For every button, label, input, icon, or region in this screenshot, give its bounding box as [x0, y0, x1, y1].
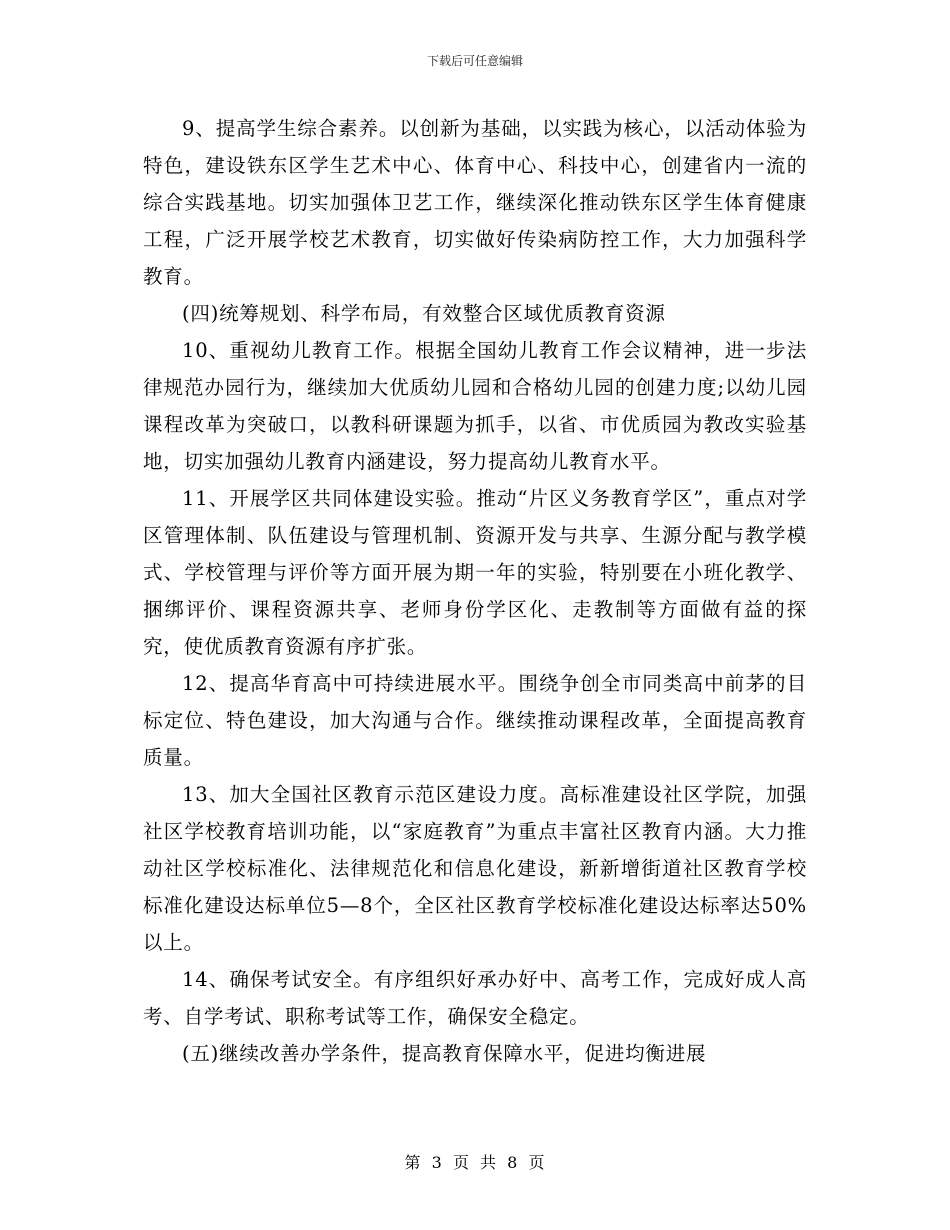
total-page-number: 8 [507, 1153, 519, 1172]
paragraph-item-13: 13、加大全国社区教育示范区建设力度。高标准建设社区学院，加强社区学校教育培训功能，以“家庭教育”为重点丰富社区教育内涵。大力推动社区学校标准化、法律规范化和信息化建设，新新增街道社区教育学校标准化建设达标单位5—8个，全区社区教育学校标准化建设达标率达50%以上。 [143, 783, 807, 954]
paragraph-item-11: 11、开展学区共同体建设实验。推动“片区义务教育学区”，重点对学区管理体制、队伍建设与管理机制、资源开发与共享、生源分配与教学模式、学校管理与评价等方面开展为期一年的实验，特别要在小班化教学、捆绑评价、课程资源共享、老师身份学区化、走教制等方面做有益的探究，使优质教育资源有序扩张。 [143, 487, 807, 658]
page-header: 下载后可任意编辑 [426, 54, 523, 68]
page-footer [0, 1153, 950, 1173]
footer-page-word: 页 [452, 1153, 470, 1172]
paragraph-item-9: 9、提高学生综合素养。以创新为基础，以实践为核心，以活动体验为特色，建设铁东区学生艺术中心、体育中心、科技中心，创建省内一流的综合实践基地。切实加强体卫艺工作，继续深化推动铁东区学生体育健康工程，广泛开展学校艺术教育，切实做好传染病防控工作，大力加强科学教育。 [143, 117, 807, 288]
paragraph-item-14: 14、确保考试安全。有序组织好承办好中、高考工作，完成好成人高考、自学考试、职称考试等工作，确保安全稳定。 [143, 968, 807, 1028]
document-body [143, 110, 807, 1072]
section-heading-4: (四)统筹规划、科学布局，有效整合区域优质教育资源 [182, 302, 666, 325]
footer-suffix: 页 [528, 1153, 546, 1172]
paragraph-item-12: 12、提高华育高中可持续进展水平。围绕争创全市同类高中前茅的目标定位、特色建设，加大沟通与合作。继续推动课程改革，全面提高教育质量。 [143, 672, 807, 769]
footer-total-word: 共 [480, 1153, 498, 1172]
section-heading-5: (五)继续改善办学条件，提高教育保障水平，促进均衡进展 [182, 1042, 707, 1065]
paragraph-item-10: 10、重视幼儿教育工作。根据全国幼儿教育工作会议精神，进一步法律规范办园行为，继续加大优质幼儿园和合格幼儿园的创建力度;以幼儿园课程改革为突破口，以教科研课题为抓手，以省、市优质园为教改实验基地，切实加强幼儿教育内涵建设，努力提高幼儿教育水平。 [143, 339, 807, 473]
footer-prefix: 第 [404, 1153, 422, 1172]
current-page-number: 3 [431, 1153, 443, 1172]
